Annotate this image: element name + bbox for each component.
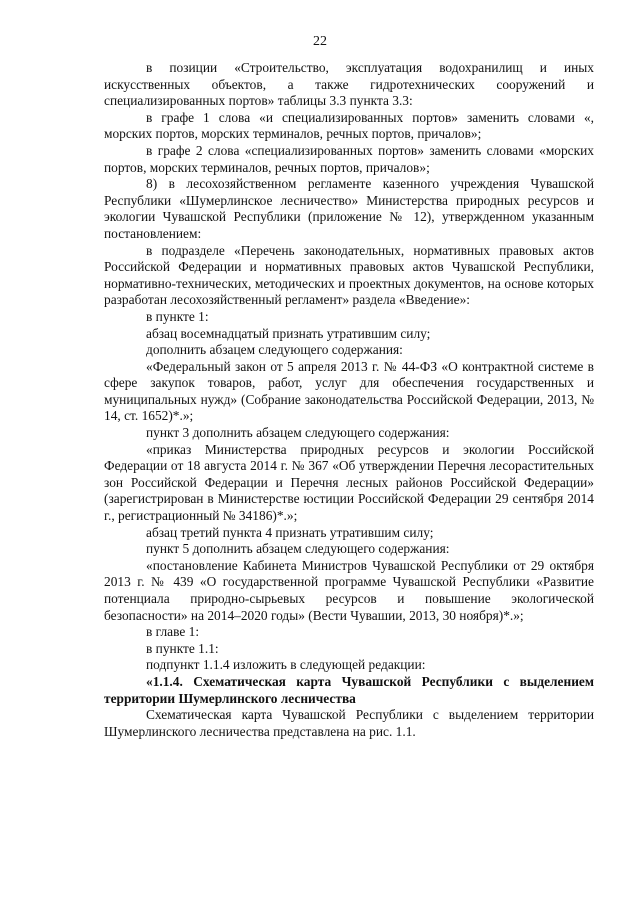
paragraph: «постановление Кабинета Министров Чувашской Республики от 29 октября 2013 г. № 439 «О государственной программе Чувашской Республики «Развитие потенциала природно-сырьевых ресурсов и повышение экологической безопасности» на 2014–2020 годы» (Вести Чувашии, 2013, 30 ноября)*.»; [104,557,594,623]
page-number: 22 [313,34,327,49]
section-heading: «1.1.4. Схематическая карта Чувашской Республики с выделением территории Шумерлинского лесничества [104,673,594,706]
paragraph: абзац третий пункта 4 признать утратившим силу; [146,524,434,540]
paragraph: в главе 1: [146,624,200,640]
paragraph: в графе 1 слова «и специализированных портов» заменить словами «, морских портов, морских терминалов, речных портов, причалов»; [104,109,594,142]
paragraph: абзац восемнадцатый признать утратившим силу; [146,325,431,341]
paragraph: «Федеральный закон от 5 апреля 2013 г. № 44-ФЗ «О контрактной системе в сфере закупок товаров, работ, услуг для обеспечения государственных и муниципальных нужд» (Собрание законодательства Российской Федерации, 2013, № 14, ст. 1652)*.»; [104,358,594,424]
paragraph: пункт 3 дополнить абзацем следующего содержания: [146,425,450,441]
paragraph: «приказ Министерства природных ресурсов и экологии Российской Федерации от 18 августа 2014 г. № 367 «Об утверждении Перечня лесорастительных зон Российской Федерации и Перечня лесных районов Российской Федерации» (зарегистрирован в Министерстве юстиции Российской Федерации 29 сентября 2014 г., регистрационный № 34186)*.»; [104,441,594,524]
document-body [104,60,594,740]
paragraph: пункт 5 дополнить абзацем следующего содержания: [146,541,450,557]
paragraph: Схематическая карта Чувашской Республики с выделением территории Шумерлинского лесничества представлена на рис. 1.1. [104,707,594,739]
paragraph: подпункт 1.1.4 изложить в следующей редакции: [146,657,426,673]
paragraph: в позиции «Строительство, эксплуатация водохранилищ и иных искусственных объектов, а также гидротехнических сооружений и специализированных портов» таблицы 3.3 пункта 3.3: [104,60,594,109]
paragraph: в графе 2 слова «специализированных портов» заменить словами «морских портов, морских терминалов, речных портов, причалов»; [104,142,594,175]
paragraph: в пункте 1.1: [146,640,219,656]
paragraph: в подразделе «Перечень законодательных, нормативных правовых актов Российской Федерации и нормативных правовых актов Чувашской Республики, нормативно-технических, методических и проектных документов, на основе которых разработан лесохозяйственный регламент» раздела «Введение»: [104,242,594,308]
paragraph: в пункте 1: [146,308,209,324]
paragraph: дополнить абзацем следующего содержания: [146,342,403,358]
paragraph: 8) в лесохозяйственном регламенте казенного учреждения Чувашской Республики «Шумерлинское лесничество» Министерства природных ресурсов и экологии Чувашской Республики (приложение № 12), утвержденном указанным постановлением: [104,176,594,241]
